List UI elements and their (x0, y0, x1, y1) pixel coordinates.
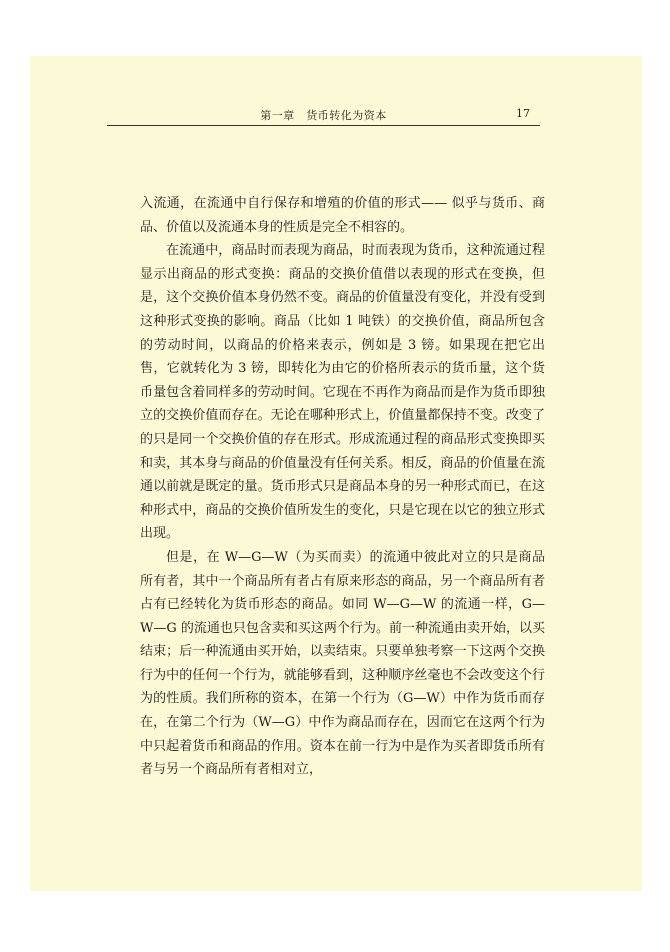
paragraph-continued: 入流通，在流通中自行保存和增殖的价值的形式—— 似乎与货币、商品、价值以及流通本身的性质是完全不相容的。 (140, 196, 545, 235)
running-header (107, 103, 540, 125)
body-text (140, 192, 545, 782)
paragraph: 在流通中，商品时而表现为商品，时而表现为货币，这种流通过程显示出商品的形式变换：商品的交换价值借以表现的形式在变换，但是，这个交换价值本身仍然不变。商品的价值量没有变化，并没有受到这种形式变换的影响。商品（比如 1 吨铁）的交换价值，商品所包含的劳动时间，以商品的价格来表示，例如是 3 镑。如果现在把它出售，它就转化为 3 镑，即转化为由它的价格所表示的货币量，这个货币量包含着同样多的劳动时间。它现在不再作为商品而是作为货币即独立的交换价值而存在。无论在哪种形式上，价值量都保持不变。改变了的只是同一个交换价值的存在形式。形成流通过程的商品形式变换即买和卖，其本身与商品的价值量没有任何关系。相反，商品的价值量在流通以前就是既定的量。货币形式只是商品本身的另一种形式而已，在这种形式中，商品的交换价值所发生的变化，只是它现在以它的独立形式出现。 (140, 243, 545, 542)
chapter-title: 第一章 货币转化为资本 (260, 109, 387, 122)
paragraph: 但是，在 W—G—W（为买而卖）的流通中彼此对立的只是商品所有者，其中一个商品所有者占有原来形态的商品，另一个商品所有者占有已经转化为货币形态的商品。如同 W—G—W 的流通一样，G—W—G 的流通也只包含卖和买这两个行为。前一种流通由卖开始，以买结束；后一种流通由买开始，以卖结束。只要单独考察一下这两个交换行为中的任何一个行为，就能够看到，这种顺序丝毫也不会改变这个行为的性质。我们所称的资本，在第一个行为（G—W）中作为货币而存在，在第二个行为（W—G）中作为商品而存在，因而它在这两个行为中只起着货币和商品的作用。资本在前一行为中是作为买者即货币所有者与另一个商品所有者相对立， (140, 549, 545, 778)
header-rule (107, 125, 540, 126)
page-number: 17 (516, 107, 530, 120)
